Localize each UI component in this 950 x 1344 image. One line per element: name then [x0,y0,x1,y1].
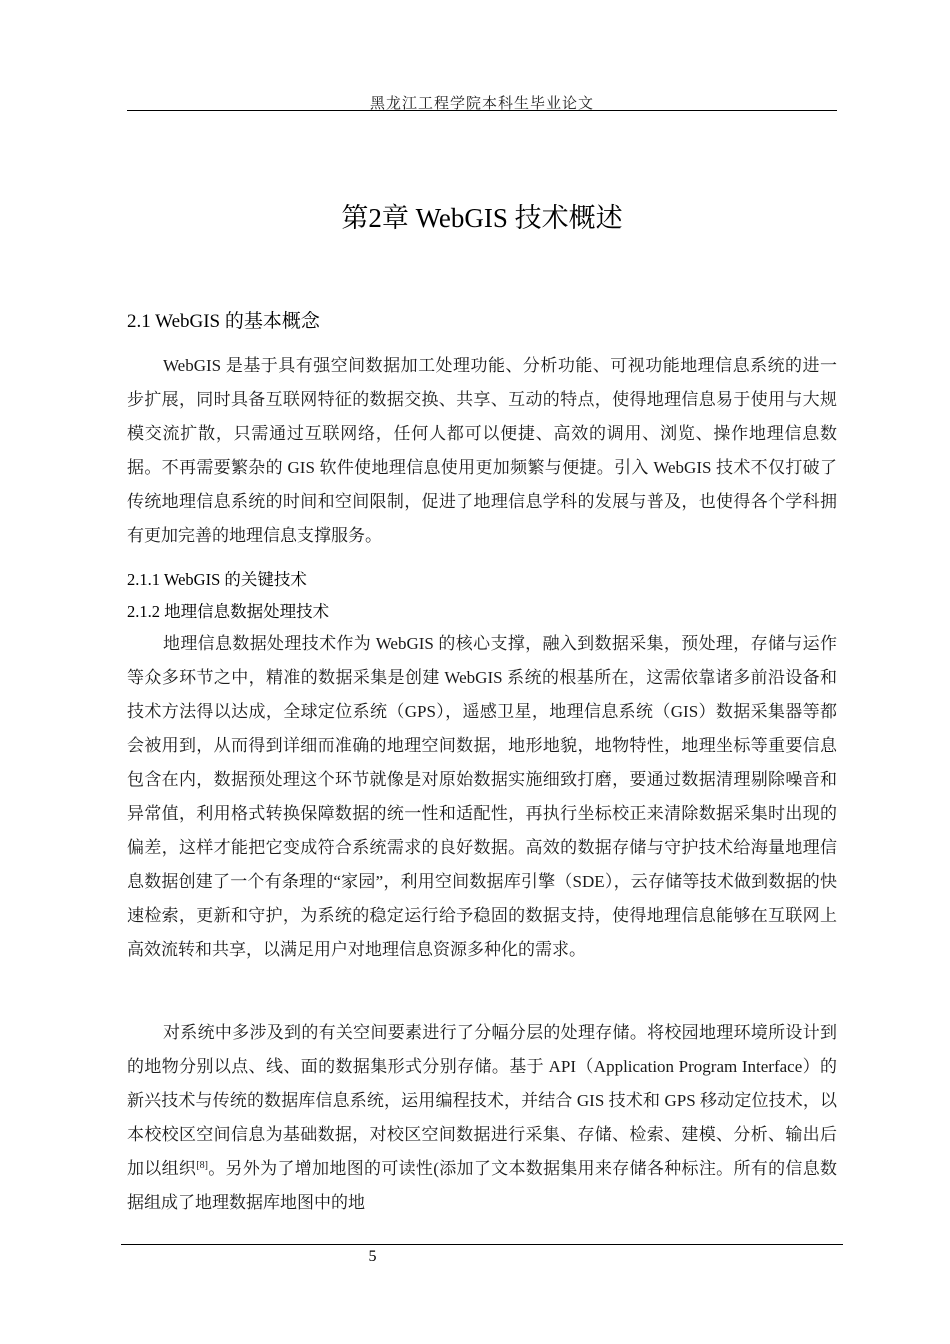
footer-rule [121,1244,843,1245]
chapter-title: 第2章 WebGIS 技术概述 [341,203,623,233]
paragraph-2-text-a: 对系统中多涉及到的有关空间要素进行了分幅分层的处理存储。将校园地理环境所设计到的地物分别以点、线、面的数据集形式分别存储。基于 API（Application Program Interface）的新兴技术与传统的数据库信息系统，运用编程技术，并结合 GIS 技术和 GPS 移动定位技术，以本校校区空间信息为基础数据，对校区空间数据进行采集、存储、检索、建模、分析、输出后加以组织 [127,1023,837,1178]
citation-reference: [8] [196,1160,208,1171]
page-number: 5 [368,1248,377,1265]
section-2-1-2-paragraph-1: 地理信息数据处理技术作为 WebGIS 的核心支撑，融入到数据采集，预处理，存储与运作等众多环节之中，精准的数据采集是创建 WebGIS 系统的根基所在，这需依靠诸多前沿设备和技术方法得以达成，全球定位系统（GPS），遥感卫星，地理信息系统（GIS）数据采集器等都会被用到，从而得到详细而准确的地理空间数据，地形地貌，地物特性，地理坐标等重要信息包含在内，数据预处理这个环节就像是对原始数据实施细致打磨，要通过数据清理剔除噪音和异常值，利用格式转换保障数据的统一性和适配性，再执行坐标校正来清除数据采集时出现的偏差，这样才能把它变成符合系统需求的良好数据。高效的数据存储与守护技术给海量地理信息数据创建了一个有条理的“家园”，利用空间数据库引擎（SDE），云存储等技术做到数据的快速检索，更新和守护，为系统的稳定运行给予稳固的数据支持，使得地理信息能够在互联网上高效流转和共享，以满足用户对地理信息资源多种化的需求。 [127,634,837,959]
section-2-1-paragraph: WebGIS 是基于具有强空间数据加工处理功能、分析功能、可视功能地理信息系统的进一步扩展，同时具备互联网特征的数据交换、共享、互动的特点，使得地理信息易于使用与大规模交流扩散，只需通过互联网络，任何人都可以便捷、高效的调用、浏览、操作地理信息数据。不再需要繁杂的 GIS 软件使地理信息使用更加频繁与便捷。引入 WebGIS 技术不仅打破了传统地理信息系统的时间和空间限制，促进了地理信息学科的发展与普及，也使得各个学科拥有更加完善的地理信息支撑服务。 [127,356,837,545]
running-header: 黑龙江工程学院本科生毕业论文 [369,96,594,112]
section-2-1-2-paragraph-2 [127,1016,837,1220]
header-rule [127,110,837,111]
section-2-1-2-heading: 2.1.2 地理信息数据处理技术 [127,602,330,621]
section-2-1-heading: 2.1 WebGIS 的基本概念 [127,311,320,332]
paragraph-2-text-b: 。另外为了增加地图的可读性(添加了文本数据集用来存储各种标注。所有的信息数据组成了地理数据库地图中的地 [127,1159,838,1212]
section-2-1-1-heading: 2.1.1 WebGIS 的关键技术 [127,570,307,589]
